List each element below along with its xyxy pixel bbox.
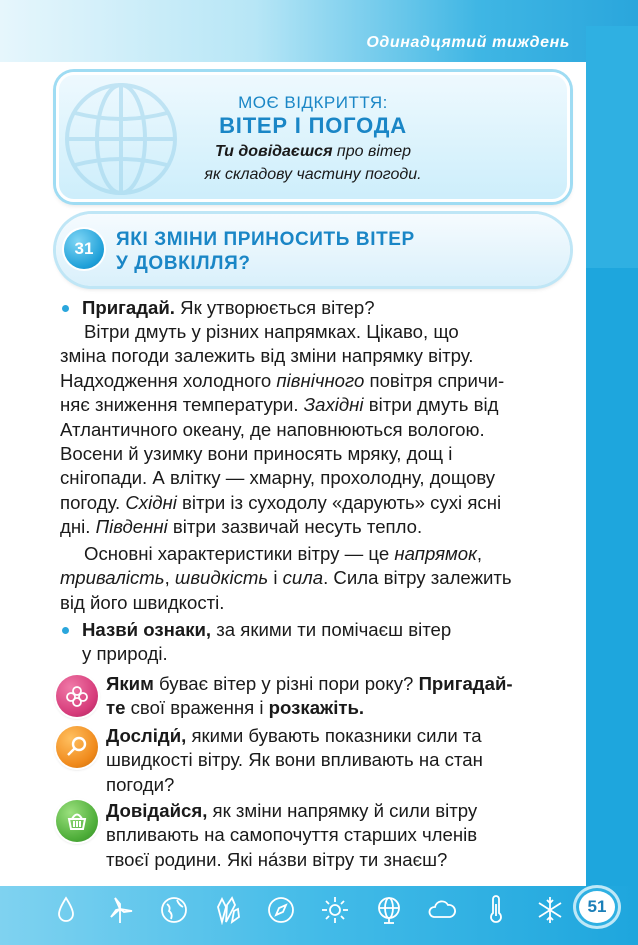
- p1-line-1: Вітри дмуть у різних напрямках. Цікаво, що: [84, 321, 459, 342]
- cloud-icon: [424, 892, 460, 928]
- activity-1-line-2: [106, 696, 571, 720]
- discovery-kicker: МОЄ ВІДКРИТТЯ:: [238, 93, 388, 112]
- discovery-line-1: [59, 143, 567, 161]
- a1-bold: Яким: [106, 673, 154, 694]
- activity-2-line-2: швидкості вітру. Як вони впливають на стан: [106, 749, 483, 771]
- side-band-lower: [586, 268, 638, 908]
- drop-icon: [48, 892, 84, 928]
- snowflake-icon: [532, 892, 568, 928]
- magnifier-icon: [56, 726, 98, 768]
- footer-icon-row: [48, 890, 568, 930]
- p2-italic-duration: тривалість: [60, 567, 165, 589]
- a1-bold-4: розкажіть.: [268, 697, 365, 719]
- p1-seg: вітри зазвичай несуть тепло.: [167, 516, 423, 538]
- p2-italic-direction: напрямок: [394, 543, 477, 564]
- activity-3-line-1: [106, 799, 571, 823]
- week-label: Одинадцятий тиждень: [366, 34, 570, 51]
- p2-italic-speed: швидкість: [174, 567, 269, 589]
- lesson-header: [56, 214, 570, 286]
- recall-bold: Пригадай.: [82, 297, 175, 318]
- activity-1-line-1: [106, 672, 571, 696]
- p1-seg: дні.: [60, 516, 96, 538]
- page-number: 51: [576, 888, 618, 926]
- p1-line-5: Атлантичного океану, де наповнюються вологою.: [60, 418, 485, 440]
- globe-icon: [156, 892, 192, 928]
- p1-italic-east: Східні: [125, 491, 177, 513]
- compass-icon: [263, 892, 299, 928]
- name-signs-line-2: у природі.: [82, 643, 168, 664]
- p1-line-2: зміна погоди залежить від зміни напрямку вітру.: [60, 345, 474, 367]
- p2-seg: і: [268, 567, 283, 589]
- discovery-box: [56, 72, 570, 202]
- discovery-bold: Ти довідаєшся: [214, 143, 333, 160]
- crystal-icon: [209, 892, 245, 928]
- discovery-line-1-rest: про вітер: [332, 143, 412, 160]
- top-band: [0, 0, 638, 62]
- a1-bold-2: Пригадай-: [418, 673, 513, 694]
- p1-line-3: [60, 369, 571, 393]
- activity-1-text: [106, 672, 571, 721]
- activity-2-line-3: погоди?: [106, 773, 175, 795]
- p1-line-4: [60, 393, 571, 417]
- p2-seg: ,: [476, 543, 483, 564]
- p2-line-3: від його швидкості.: [60, 591, 225, 613]
- paragraph-1: [60, 320, 571, 540]
- p1-seg: вітри дмуть від: [363, 394, 499, 416]
- a3-seg: як зміни напрямку й сили вітру: [207, 800, 478, 821]
- sun-icon: [317, 892, 353, 928]
- p1-line-7: снігопади. А влітку — хмарну, прохолодну, дощову: [60, 467, 496, 489]
- name-rest: за якими ти помічаєш вітер: [211, 619, 452, 640]
- p1-line-6: Восени й узимку вони приносять мряку, дощ і: [60, 443, 453, 465]
- recall-rest: Як утворюється вітер?: [174, 297, 375, 318]
- recall-line: [58, 296, 571, 320]
- group-icon: [56, 675, 98, 717]
- p1-seg: погоду.: [60, 491, 126, 513]
- a2-seg: якими бувають показники сили та: [186, 725, 482, 746]
- p1-line-9: [60, 515, 571, 539]
- lesson-title-line-1: ЯКІ ЗМІНИ ПРИНОСИТЬ ВІТЕР: [116, 229, 415, 250]
- a3-bold: Довідайся,: [106, 800, 208, 821]
- p1-italic-north: північного: [276, 369, 365, 391]
- globe-grid-icon: [371, 892, 407, 928]
- p2-italic-force: сила: [282, 567, 324, 589]
- a1-seg: свої враження і: [125, 697, 269, 719]
- basket-icon: [56, 800, 98, 842]
- p2-seg: Основні характеристики вітру — це: [84, 543, 395, 564]
- windmill-icon: [102, 892, 138, 928]
- p2-seg: . Сила вітру залежить: [323, 567, 512, 589]
- discovery-title: ВІТЕР І ПОГОДА: [219, 113, 407, 138]
- p1-seg: няє зниження температури.: [60, 394, 304, 416]
- thermometer-icon: [478, 892, 514, 928]
- p1-italic-south: Південні: [95, 516, 168, 538]
- p1-seg: Надходження холодного: [60, 369, 277, 391]
- p1-italic-west: Західні: [303, 394, 364, 416]
- a1-bold-3: те: [106, 697, 126, 719]
- name-bold: Назви́ ознаки,: [82, 619, 212, 640]
- lesson-title-line-2: У ДОВКІЛЛЯ?: [116, 253, 251, 274]
- lesson-number-badge: 31: [64, 229, 104, 269]
- activity-3-text: [106, 799, 571, 872]
- p1-seg: повітря спричи-: [364, 369, 505, 391]
- a1-seg: буває вітер у різні пори року?: [153, 673, 419, 694]
- lesson-title: [116, 228, 556, 276]
- paragraph-2: [60, 542, 571, 615]
- p2-line-1: [60, 542, 571, 566]
- activity-3-line-2: впливають на самопочуття старших членів: [106, 824, 478, 846]
- a2-bold: Досліди́,: [106, 725, 187, 746]
- activity-2-text: [106, 724, 571, 797]
- p1-seg: вітри із суходолу «дарують» сухі ясні: [176, 491, 502, 513]
- discovery-line-2: як складову частину погоди.: [204, 166, 422, 183]
- p1-line-8: [60, 491, 571, 515]
- p2-seg: ,: [164, 567, 175, 589]
- p2-line-2: [60, 566, 571, 590]
- name-signs-line: [58, 618, 571, 642]
- activity-3-line-3: твоєї родини. Які на́зви вітру ти знаєш?: [106, 848, 448, 870]
- activity-2-line-1: [106, 724, 571, 748]
